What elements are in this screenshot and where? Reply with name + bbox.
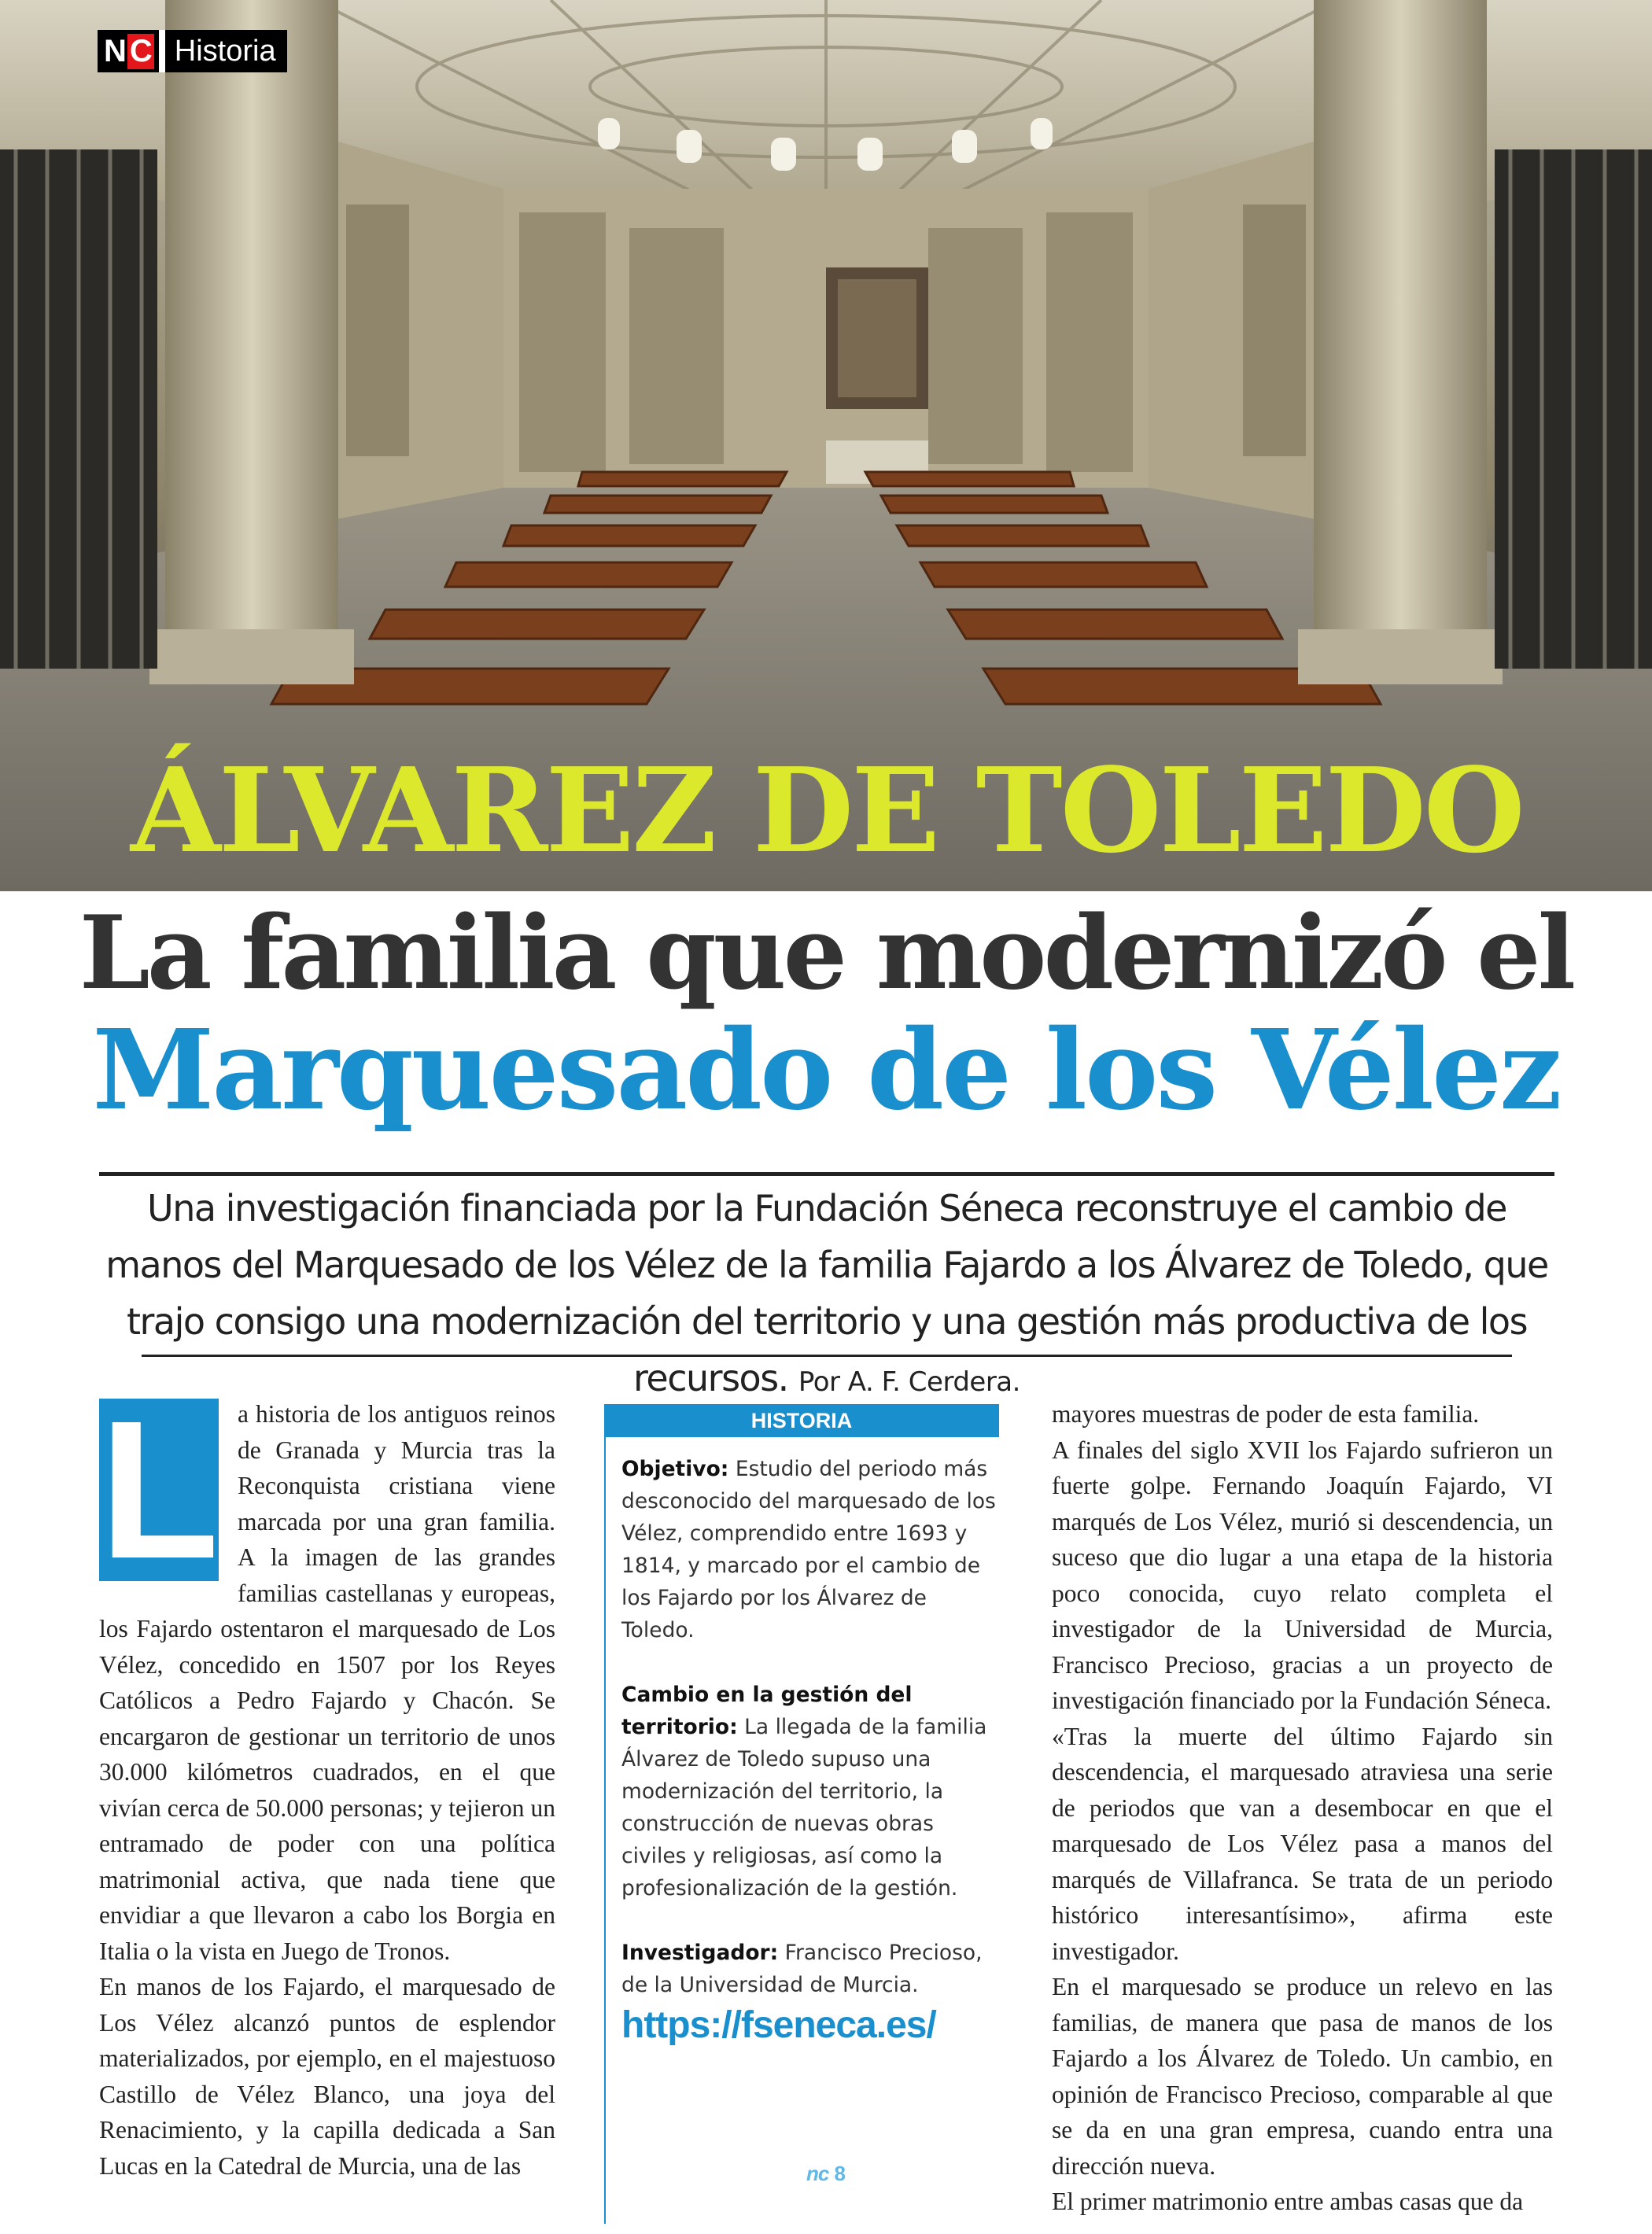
footer-logo: nc [806,2162,829,2185]
paragraph: A finales del siglo XVII los Fajardo sufrieron un fuerte golpe. Fernando Joaquín Fajardo, VI marqués de Los Vélez, murió si descendencia, un suceso que dio lugar a una etapa de la historia poco conocida, cuyo relato completa el investigador de la Universidad de Murcia, Francisco Precioso, gracias a un proyecto de investigación financiado por la Fundación Séneca. [1052,1436,1553,1714]
cambio-label: Cambio en la gestión del territorio: [621,1683,913,1739]
standfirst-top-rule [99,1172,1554,1176]
byline: Por A. F. Cerdera. [798,1366,1020,1398]
headline-title-line1: La familia que modernizó el [79,894,1573,1012]
cambio-text: La llegada de la familia Álvarez de Toledo supuso una modernización del territorio, la construcción de nuevas obras civiles y religiosas, así como la profesionalización de la gestión. [621,1715,987,1900]
objetivo-text: Estudio del periodo más desconocido del marquesado de los Vélez, comprendido entre 1693 y 1814, y marcado por el cambio de los Fajardo por los Álvarez de Toledo. [621,1457,996,1642]
paragraph: El primer matrimonio entre ambas casas que da [1052,2188,1524,2215]
body-column-1 [99,1380,555,2184]
standfirst-bottom-rule [142,1355,1512,1357]
paragraph: En manos de los Fajardo, el marquesado de Los Vélez alcanzó puntos de esplendor materializados, por ejemplo, en el majestuoso Castillo de Vélez Blanco, una joya del Renacimiento, y la capilla dedicada a San Lucas en la Catedral de Murcia, una de las [99,1973,555,2180]
paragraph: En el marquesado se produce un relevo en las familias, de manera que pasa de manos de los Fajardo a los Álvarez de Toledo. Un cambio, en opinión de Francisco Precioso, comparable al que se da en una gran empresa, cuando entra una dirección nueva. [1052,1973,1553,2180]
headline-title-line2: Marquesado de los Vélez [92,1006,1560,1135]
objetivo-label: Objetivo: [621,1457,729,1481]
headline-kicker: ÁLVAREZ DE TOLEDO [131,742,1523,879]
investigador-label: Investigador: [621,1941,779,1965]
fseneca-link[interactable]: https://fseneca.es/ [621,2004,936,2046]
body-column-3 [1052,1396,1553,2220]
paragraph: mayores muestras de poder de esta familia. [1052,1400,1480,1428]
sidebar-objetivo [621,1453,1001,1646]
page-footer [779,2162,873,2186]
section-label: Historia [159,30,287,72]
standfirst-text: Una investigación financiada por la Fundación Séneca reconstruye el cambio de manos del Marquesado de los Vélez de la familia Fajardo a los Álvarez de Toledo, que trajo consigo una modernización del territorio y una gestión más productiva de los recursos. [105,1187,1548,1399]
paragraph: «Tras la muerte del último Fajardo sin descendencia, el marquesado atraviesa una serie de periodos que van a desembocar en que el marquesado de Los Vélez pasa a manos del marqués de Villafranca. Se trata de un periodo histórico interesantísimo», afirma este investigador. [1052,1722,1553,1965]
drop-cap: L [99,1380,219,1599]
sidebar-heading: HISTORIA [604,1404,999,1437]
section-tag [98,30,287,72]
investigador-text: Francisco Precioso, de la Universidad de Murcia. [621,1941,983,1997]
sidebar-body [604,1437,1001,2224]
sidebar-cambio [621,1679,1001,1904]
nc-logo: N C [98,30,159,72]
info-sidebar [604,1404,999,2234]
standfirst [99,1180,1554,1410]
page-number: 8 [834,2162,846,2185]
paragraph: a historia de los antiguos reinos de Granada y Murcia tras la Reconquista cristiana viene marcada por una gran familia. A la imagen de las grandes familias castellanas y europeas, los Fajardo ostentaron el marquesado de Los Vélez, concedido en 1507 por los Reyes Católicos a Pedro Fajardo y Chacón. Se encargaron de gestionar un territorio de unos 30.000 kilómetros cuadrados, en el que vivían cerca de 50.000 personas; y tejieron un entramado de poder con una política matrimonial activa, que nada tiene que envidiar a que llevaron a cabo los Borgia en Italia o la vista en Juego de Tronos. [99,1400,555,1965]
sidebar-investigador [621,1937,1001,2001]
